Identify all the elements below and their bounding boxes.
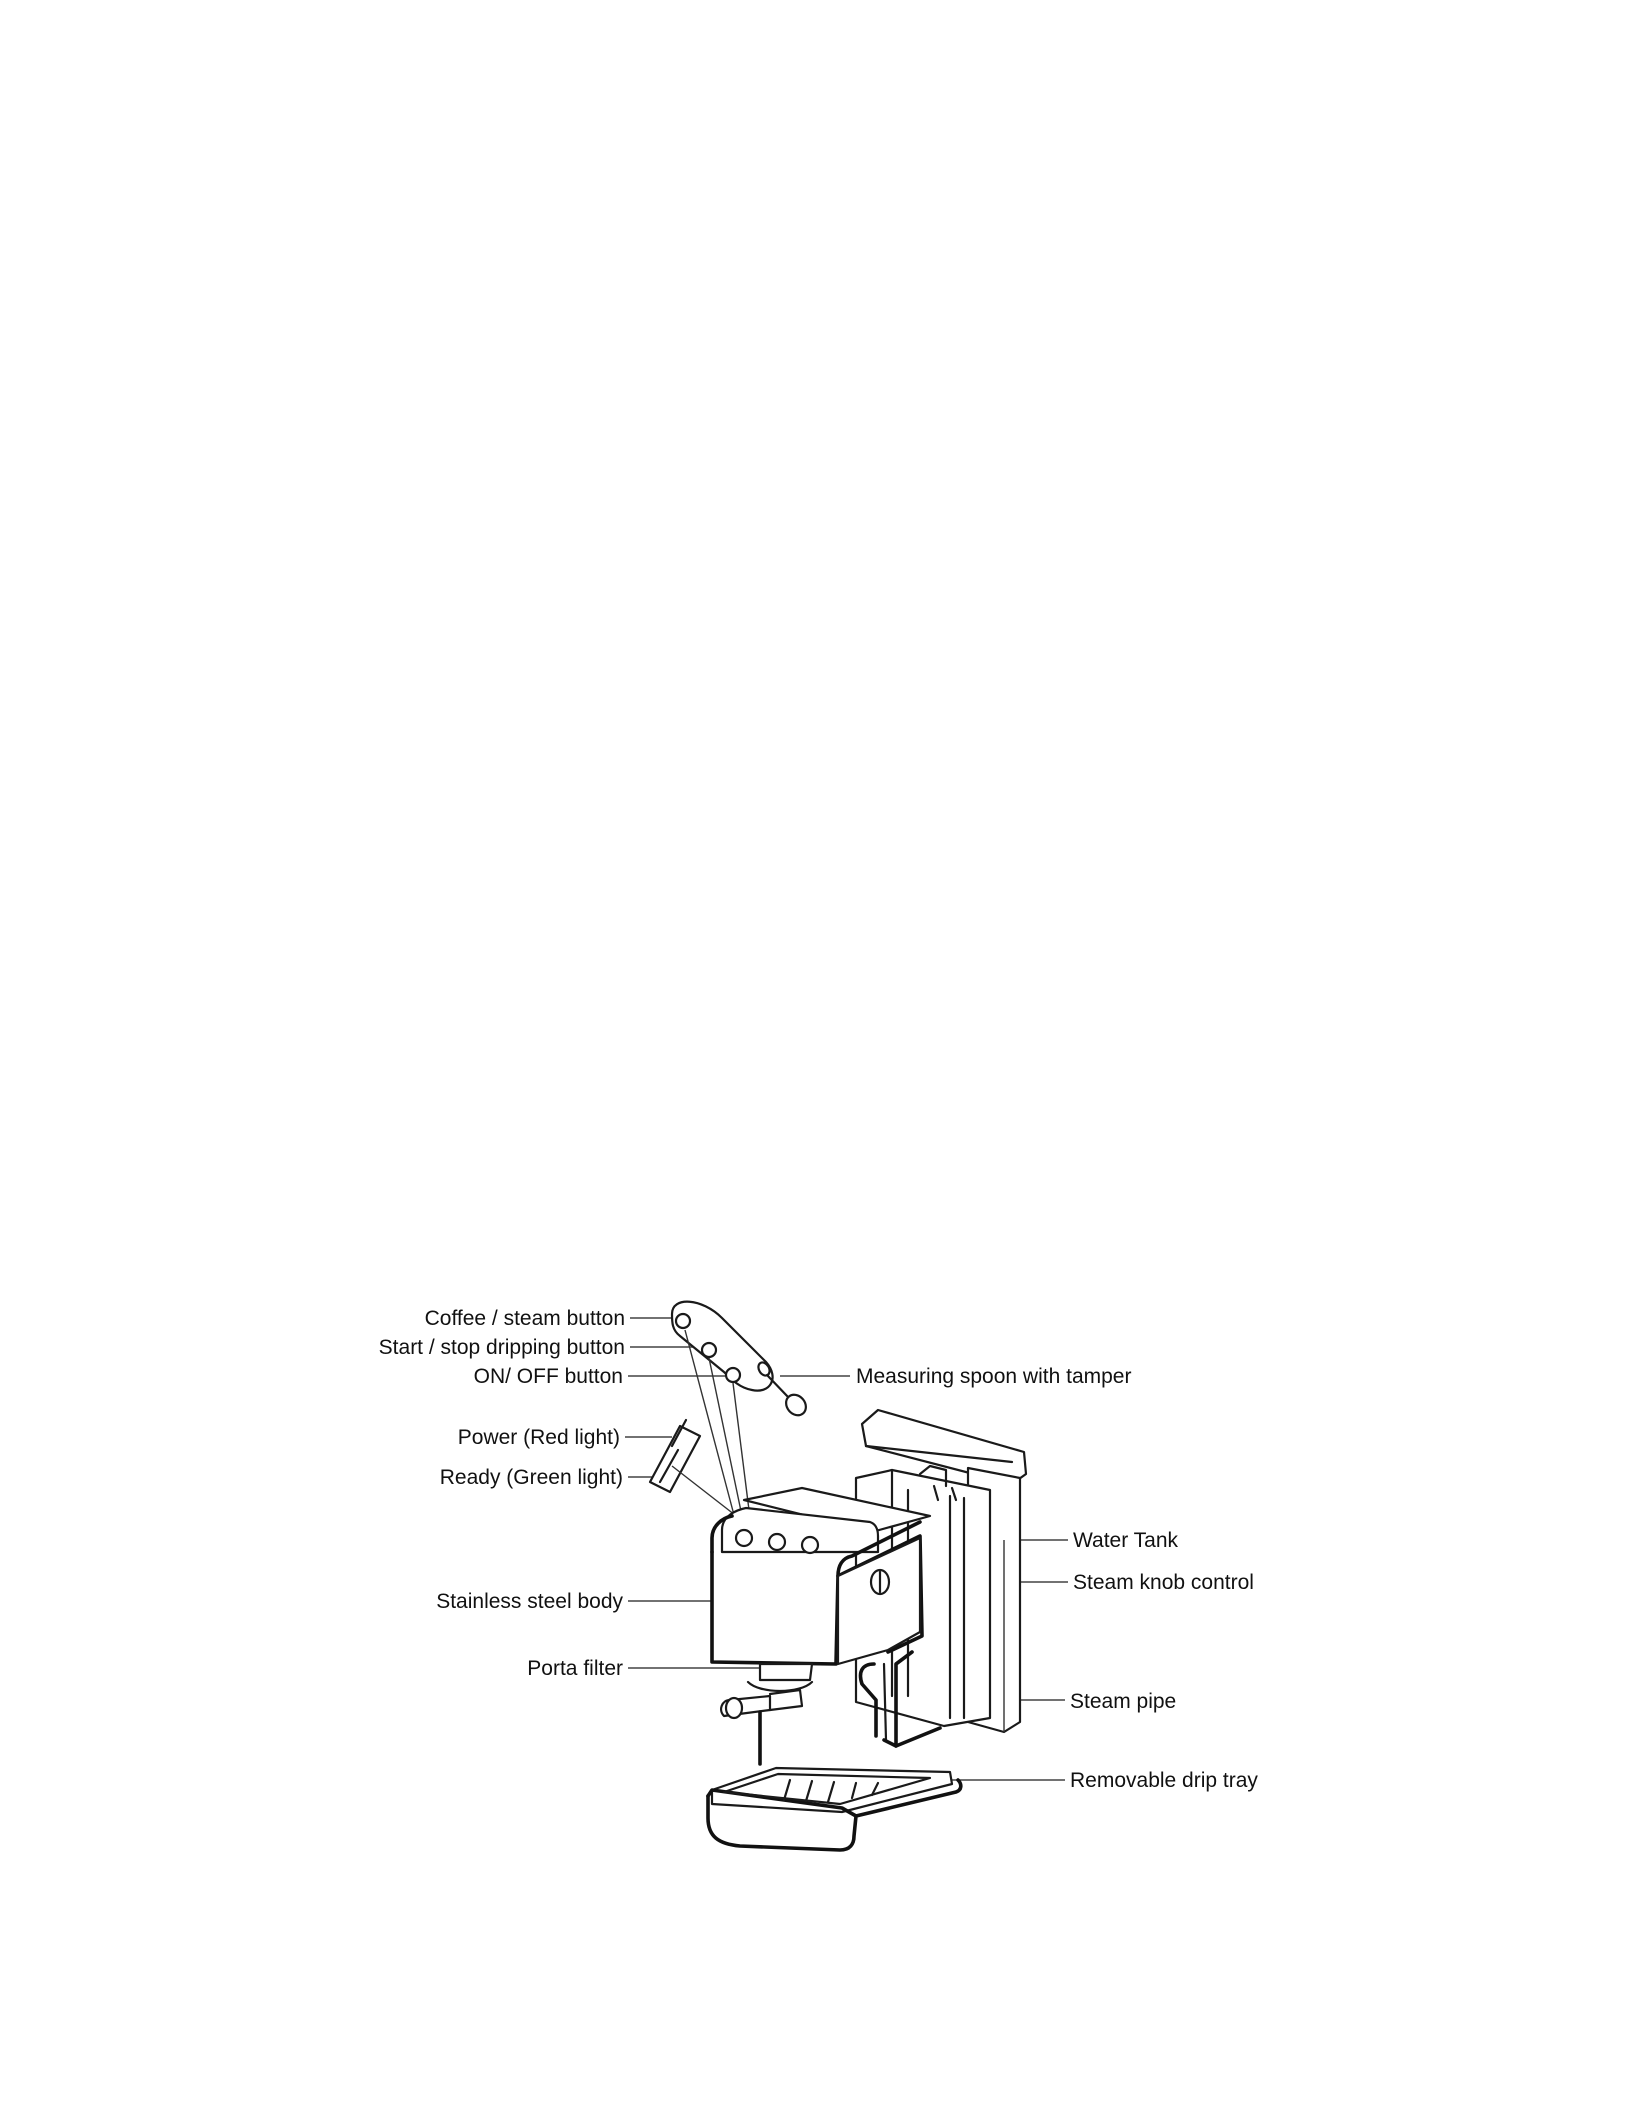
label-start-stop-button: Start / stop dripping button <box>378 1336 625 1359</box>
indicator-lights-detail <box>650 1420 735 1515</box>
label-stainless-body: Stainless steel body <box>436 1590 623 1613</box>
machine-button-2 <box>769 1534 785 1550</box>
label-steam-knob: Steam knob control <box>1073 1571 1254 1594</box>
machine-button-3 <box>802 1537 818 1553</box>
label-on-off-button: ON/ OFF button <box>473 1365 623 1388</box>
label-porta-filter: Porta filter <box>527 1657 623 1680</box>
label-ready-light: Ready (Green light) <box>439 1466 623 1489</box>
label-water-tank: Water Tank <box>1073 1529 1179 1552</box>
label-drip-tray: Removable drip tray <box>1070 1769 1258 1792</box>
control-panel-detail <box>672 1302 773 1518</box>
machine-button-1 <box>736 1530 752 1546</box>
label-steam-pipe: Steam pipe <box>1070 1690 1177 1713</box>
label-measuring-spoon: Measuring spoon with tamper <box>856 1365 1132 1388</box>
start-stop-button-detail <box>702 1343 716 1357</box>
on-off-button-detail <box>726 1368 740 1382</box>
label-coffee-steam-button: Coffee / steam button <box>424 1307 625 1330</box>
label-power-light: Power (Red light) <box>457 1426 620 1449</box>
coffee-steam-button-detail <box>676 1314 690 1328</box>
